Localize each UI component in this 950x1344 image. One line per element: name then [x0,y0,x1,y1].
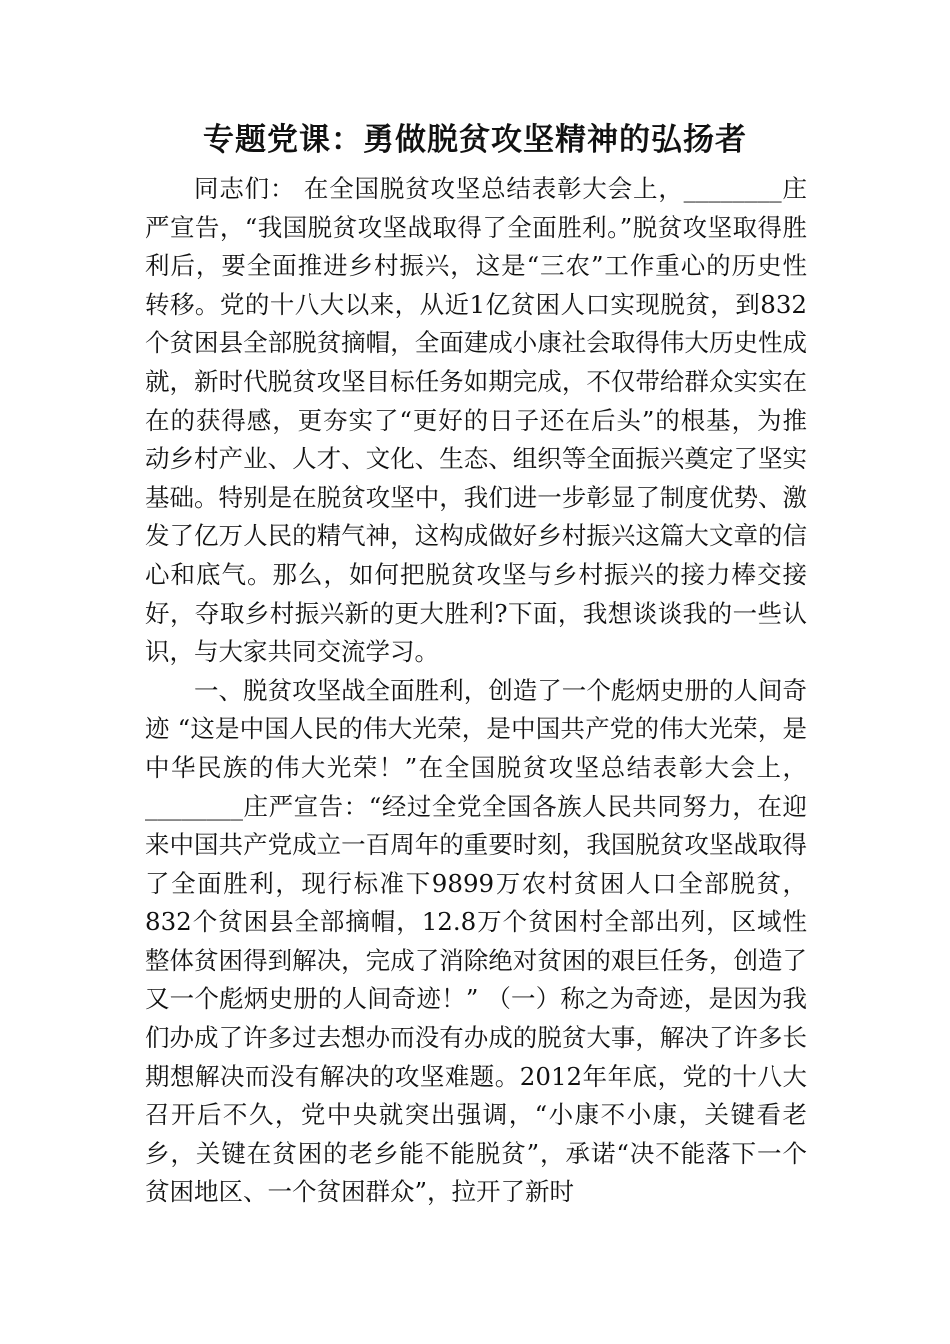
document-title: 专题党课：勇做脱贫攻坚精神的弘扬者 [203,122,747,158]
paragraph-section-one: 一、脱贫攻坚战全面胜利，创造了一个彪炳史册的人间奇迹 “这是中国人民的伟大光荣，是中国共产党的伟大光荣，是中华民族的伟大光荣！”在全国脱贫攻坚总结表彰大会上，________庄严宣告：“经过全党全国各族人民共同努力，在迎来中国共产党成立一百周年的重要时刻，我国脱贫攻坚战取得了全面胜利，现行标准下9899万农村贫困人口全部脱贫，832个贫困县全部摘帽，12.8万个贫困村全部出列，区域性整体贫困得到解决，完成了消除绝对贫困的艰巨任务，创造了又一个彪炳史册的人间奇迹！” （一）称之为奇迹，是因为我们办成了许多过去想办而没有办成的脱贫大事，解决了许多长期想解决而没有解决的攻坚难题。2012年年底，党的十八大召开后不久，党中央就突出强调，“小康不小康，关键看老乡，关键在贫困的老乡能不能脱贫”，承诺“决不能落下一个贫困地区、一个贫困群众”，拉开了新时 [145,675,807,1207]
paragraph-intro: 同志们： 在全国脱贫攻坚总结表彰大会上，________庄严宣告，“我国脱贫攻坚战取得了全面胜利。”脱贫攻坚取得胜利后，要全面推进乡村振兴，这是“三农”工作重心的历史性转移。党的十八大以来，从近1亿贫困人口实现脱贫，到832个贫困县全部脱贫摘帽，全面建成小康社会取得伟大历史性成就，新时代脱贫攻坚目标任务如期完成，不仅带给群众实实在在的获得感，更夯实了“更好的日子还在后头”的根基，为推动乡村产业、人才、文化、生态、组织等全面振兴奠定了坚实基础。特别是在脱贫攻坚中，我们进一步彰显了制度优势、激发了亿万人民的精气神，这构成做好乡村振兴这篇大文章的信心和底气。那么，如何把脱贫攻坚与乡村振兴的接力棒交接好，夺取乡村振兴新的更大胜利?下面，我想谈谈我的一些认识，与大家共同交流学习。 [145,174,807,667]
document-body [145,170,807,1212]
